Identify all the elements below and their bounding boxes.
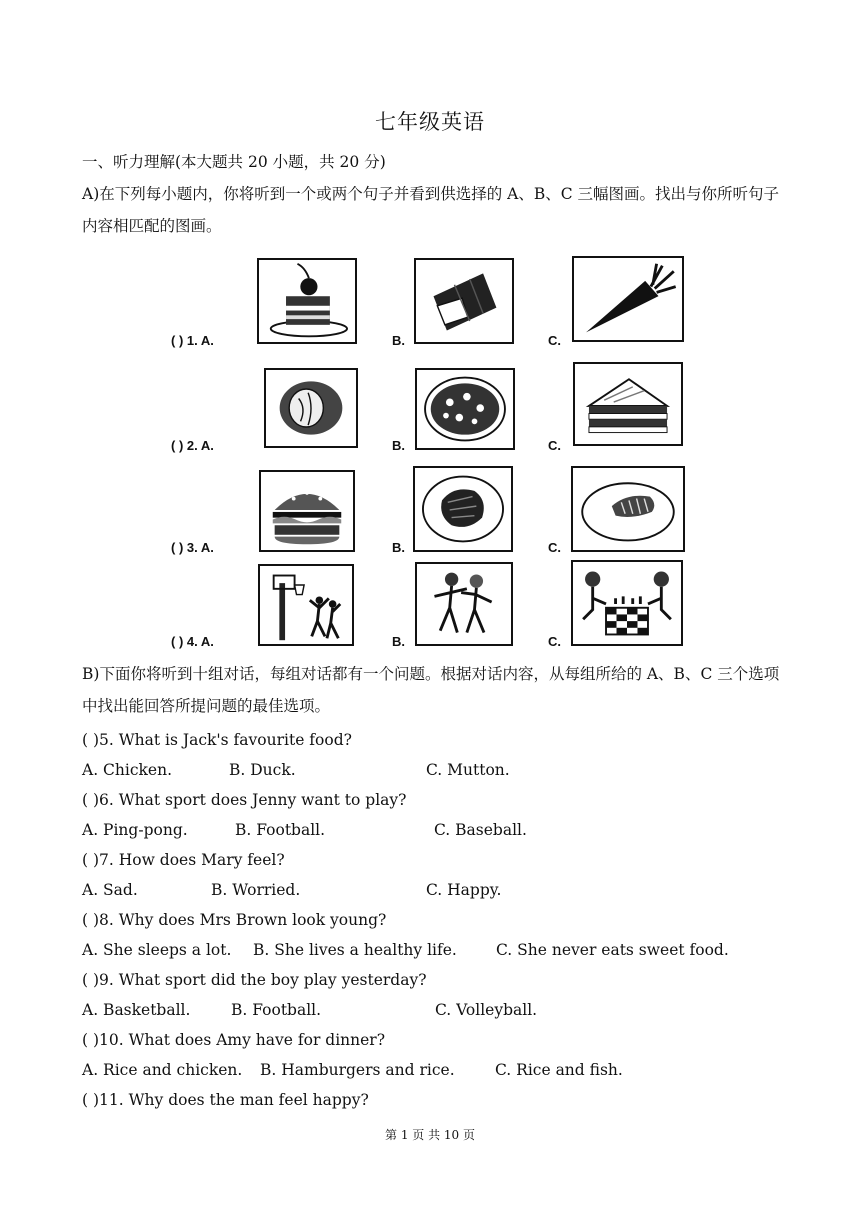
part-b-instructions: B)下面你将听到十组对话，每组对话都有一个问题。根据对话内容，从每组所给的 A、B、C 三个选项中找出能回答所提问题的最佳选项。 [82, 665, 780, 715]
question-10-option-a: A. Rice and chicken. [82, 1061, 243, 1079]
question-10-option-c: C. Rice and fish. [495, 1061, 623, 1079]
question-7: ( )7. How does Mary feel? [82, 851, 285, 869]
question-5-option-b: B. Duck. [229, 761, 296, 779]
carrot-icon [572, 256, 684, 342]
pizza-icon [415, 368, 515, 450]
section-heading: 一、听力理解(本大题共 20 小题，共 20 分) [82, 153, 386, 171]
row-3-b-label: B. [392, 540, 405, 555]
row-4-c-label: C. [548, 634, 561, 649]
row-4-label: ( ) 4. A. [171, 634, 214, 649]
question-10-option-b: B. Hamburgers and rice. [260, 1061, 455, 1079]
row-2-b-label: B. [392, 438, 405, 453]
chess-icon [571, 560, 683, 646]
question-7-option-a: A. Sad. [82, 881, 138, 899]
row-1-c-label: C. [548, 333, 561, 348]
question-6-option-a: A. Ping-pong. [82, 821, 188, 839]
row-3-label: ( ) 3. A. [171, 540, 214, 555]
question-8-option-c: C. She never eats sweet food. [496, 941, 729, 959]
basketball-icon [258, 564, 354, 646]
page-number-footer: 第 1 页 共 10 页 [385, 1128, 475, 1142]
cabbage-icon [264, 368, 358, 448]
question-9-option-c: C. Volleyball. [435, 1001, 538, 1019]
question-8: ( )8. Why does Mrs Brown look young? [82, 911, 387, 929]
question-9: ( )9. What sport did the boy play yesterday? [82, 971, 427, 989]
question-6-option-b: B. Football. [235, 821, 326, 839]
question-5-option-a: A. Chicken. [82, 761, 173, 779]
question-10: ( )10. What does Amy have for dinner? [82, 1031, 386, 1049]
cake-icon [257, 258, 357, 344]
question-7-option-c: C. Happy. [426, 881, 502, 899]
question-11: ( )11. Why does the man feel happy? [82, 1091, 369, 1109]
question-8-option-a: A. She sleeps a lot. [82, 941, 232, 959]
running-kids-icon [415, 562, 513, 646]
question-8-option-b: B. She lives a healthy life. [253, 941, 457, 959]
question-9-option-b: B. Football. [231, 1001, 322, 1019]
question-5: ( )5. What is Jack's favourite food? [82, 731, 352, 749]
question-5-option-c: C. Mutton. [426, 761, 510, 779]
row-3-c-label: C. [548, 540, 561, 555]
fish-plate-icon [571, 466, 685, 552]
steak-icon [413, 466, 513, 552]
row-1-label: ( ) 1. A. [171, 333, 214, 348]
row-1-b-label: B. [392, 333, 405, 348]
row-2-label: ( ) 2. A. [171, 438, 214, 453]
row-2-c-label: C. [548, 438, 561, 453]
question-6-option-c: C. Baseball. [434, 821, 527, 839]
page-title: 七年级英语 [375, 110, 485, 134]
question-7-option-b: B. Worried. [211, 881, 301, 899]
sandwich-icon [573, 362, 683, 446]
picture-grid [165, 252, 695, 650]
chocolate-icon [414, 258, 514, 344]
part-a-instructions: A)在下列每小题内，你将听到一个或两个句子并看到供选择的 A、B、C 三幅图画。找出与你所听句子内容相匹配的图画。 [82, 185, 780, 235]
question-9-option-a: A. Basketball. [82, 1001, 191, 1019]
hamburger-icon [259, 470, 355, 552]
question-6: ( )6. What sport does Jenny want to play? [82, 791, 407, 809]
row-4-b-label: B. [392, 634, 405, 649]
